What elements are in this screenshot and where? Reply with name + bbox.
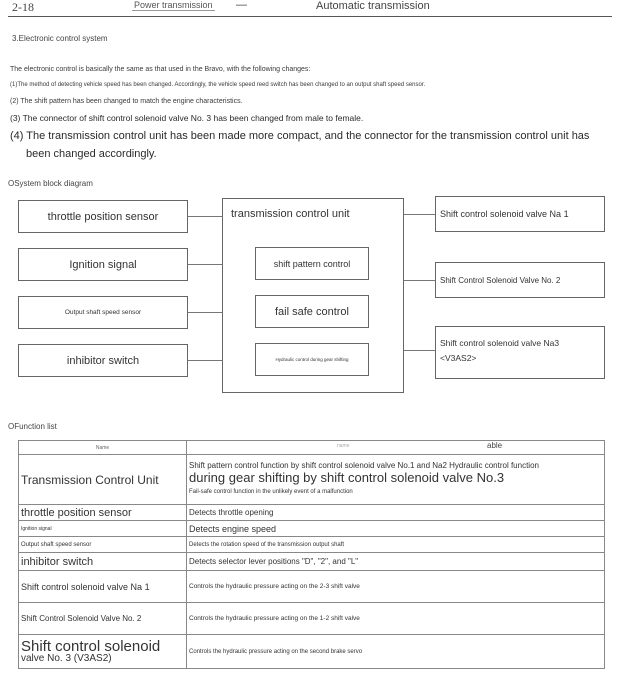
row-function: Controls the hydraulic pressure acting on the second brake servo [187, 635, 605, 669]
output-solenoid-valve-3-label: Shift control solenoid valve Na3 [440, 338, 560, 348]
row-name: Transmission Control Unit [19, 455, 187, 505]
function-list-title: OFunction list [8, 422, 57, 431]
row-function: Controls the hydraulic pressure acting on the 2-3 shift valve [187, 571, 605, 603]
input-output-shaft-speed-sensor: Output shaft speed sensor [18, 296, 188, 329]
connector-line [404, 214, 435, 215]
header-function [187, 441, 605, 455]
table-header-row [19, 441, 605, 455]
header-rule [8, 16, 612, 17]
header-dash: — [236, 0, 247, 11]
input-throttle-position-sensor: throttle position sensor [18, 200, 188, 233]
connector-line [188, 312, 222, 313]
tcu-function-1: Shift pattern control function by shift control solenoid valve No.1 and Na2 Hydraulic control function [189, 460, 539, 470]
tcu-function-2: during gear shifting by shift control solenoid valve No.3 [189, 469, 505, 485]
output-solenoid-valve-1: Shift control solenoid valve Na 1 [435, 196, 605, 232]
connector-line [404, 280, 435, 281]
row-function: Detects throttle opening [187, 505, 605, 521]
table-row [19, 521, 605, 537]
change-item-2: (2) The shift pattern has been changed to match the engine characteristics. [10, 98, 243, 105]
output-solenoid-valve-3 [435, 326, 605, 379]
change-item-4-line1: (4) The transmission control unit has been made more compact, and the connector for the transmission control unit has [10, 130, 590, 142]
table-row [19, 603, 605, 635]
table-row [19, 455, 605, 505]
output-solenoid-valve-3-code: <V3AS2> [440, 353, 477, 363]
function-table [18, 440, 605, 669]
section-name: Power transmission [134, 0, 213, 10]
input-inhibitor-switch: inhibitor switch [18, 344, 188, 377]
row-name-line1: Shift control solenoid [21, 637, 161, 655]
input-ignition-signal: Ignition signal [18, 248, 188, 281]
block-diagram-title: OSystem block diagram [8, 179, 93, 188]
row-function [187, 455, 605, 505]
shift-pattern-control: shift pattern control [255, 247, 369, 280]
header-middle: name [337, 443, 350, 449]
table-row [19, 537, 605, 553]
tcu-function-3: Fail-safe control function in the unlikely event of a malfunction [189, 488, 353, 495]
change-item-4-line2: been changed accordingly. [26, 148, 157, 160]
row-function: Detects selector lever positions "D", "2", and "L" [187, 553, 605, 571]
change-item-4 [10, 127, 610, 163]
output-solenoid-valve-2: Shift Control Solenoid Valve No. 2 [435, 262, 605, 298]
row-function: Detects the rotation speed of the transmission output shaft [187, 537, 605, 553]
page-number: 2-18 [12, 0, 34, 14]
header-name: Name [19, 441, 187, 455]
table-row [19, 635, 605, 669]
row-name: Output shaft speed sensor [19, 537, 187, 553]
section-title: 3.Electronic control system [12, 34, 108, 43]
table-row [19, 505, 605, 521]
row-name: inhibitor switch [19, 553, 187, 571]
change-item-3: (3) The connector of shift control solenoid valve No. 3 has been changed from male to female. [10, 113, 364, 123]
change-item-1: (1)The method of detecting vehicle speed has been changed. Accordingly, the vehicle speed reed switch has been changed to an output shaft speed sensor. [10, 82, 426, 88]
row-name: Shift control solenoid valve Na 1 [19, 571, 187, 603]
table-row [19, 571, 605, 603]
row-name [19, 635, 187, 669]
connector-line [188, 360, 222, 361]
connector-line [188, 216, 222, 217]
connector-line [188, 264, 222, 265]
table-row [19, 553, 605, 571]
tcu-label: transmission control unit [231, 208, 350, 220]
header-able: able [487, 441, 503, 450]
connector-line [404, 350, 435, 351]
fail-safe-control: fail safe control [255, 295, 369, 328]
chapter-title: Automatic transmission [316, 0, 430, 12]
row-name-line2: valve No. 3 (V3AS2) [21, 652, 112, 664]
row-name: Shift Control Solenoid Valve No. 2 [19, 603, 187, 635]
row-function: Detects engine speed [187, 521, 605, 537]
hydraulic-control: Hydraulic control during gear shifting [255, 343, 369, 376]
row-function: Controls the hydraulic pressure acting on the 1-2 shift valve [187, 603, 605, 635]
row-name: Ignition signal [19, 521, 187, 537]
row-name: throttle position sensor [19, 505, 187, 521]
intro-paragraph: The electronic control is basically the same as that used in the Bravo, with the following changes: [10, 66, 311, 73]
